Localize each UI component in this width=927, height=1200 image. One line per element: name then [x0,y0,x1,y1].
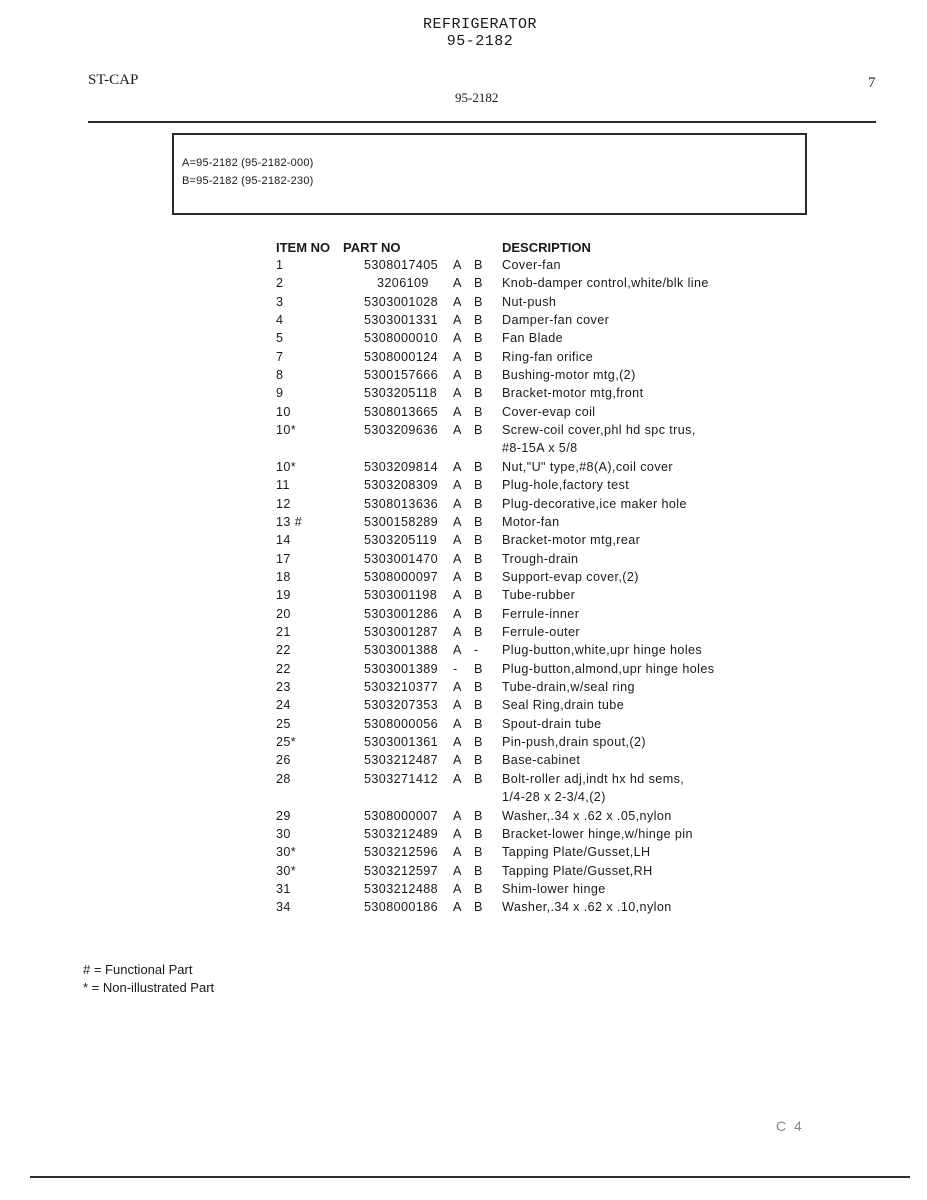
model-a-flag: A [453,496,462,511]
model-b-flag: B [474,313,483,328]
bottom-divider [30,1176,910,1178]
model-b-flag: B [474,863,483,878]
description: Nut-push [502,294,557,309]
model-a-flag: A [453,771,462,786]
item-no: 5 [276,331,284,346]
item-no: 17 [276,551,291,566]
item-no: 23 [276,680,291,695]
item-no: 4 [276,313,284,328]
model-a-flag: - [453,661,458,676]
model-b-flag: B [474,331,483,346]
model-b-flag: B [474,826,483,841]
model-b-flag: B [474,661,483,676]
part-no: 5303207353 [364,698,439,713]
description: Washer,.34 x .62 x .05,nylon [502,808,672,823]
title-line-2: 95-2182 [446,33,514,50]
part-no: 5308000186 [364,900,439,915]
model-b-flag: B [474,716,483,731]
header-part-no: PART NO [343,240,401,255]
model-b-flag: B [474,753,483,768]
part-no: 5308000124 [364,349,439,364]
description: Pin-push,drain spout,(2) [502,735,647,750]
description: Plug-hole,factory test [502,478,630,493]
model-b-flag: B [474,588,483,603]
description: Shim-lower hinge [502,881,606,896]
part-no: 5300157666 [364,368,439,383]
description: Cover-fan [502,258,561,272]
model-b-flag: B [474,551,483,566]
model-a-flag: A [453,735,462,750]
description: Tapping Plate/Gusset,LH [502,845,651,860]
part-no: 5303001287 [364,625,439,639]
description: Motor-fan [502,514,560,529]
part-no: 5308000097 [364,569,439,584]
item-no: 26 [276,753,291,768]
part-no: 5303271412 [364,771,439,786]
description: Ring-fan orifice [502,349,594,364]
model-b-flag: B [474,496,483,511]
model-b-flag: B [474,258,483,272]
model-a-flag: A [453,423,462,438]
model-a-flag: A [453,625,462,639]
note-non-illustrated-part: * = Non-illustrated Part [83,980,215,995]
model-b-flag: B [474,368,483,383]
model-b-flag: B [474,478,483,493]
part-no: 5303001389 [364,661,439,676]
description: Plug-button,almond,upr hinge holes [502,661,715,676]
model-a-flag: A [453,845,462,860]
item-no: 3 [276,294,284,309]
description: Damper-fan cover [502,313,610,328]
model-b-flag: B [474,808,483,823]
item-no: 9 [276,386,284,401]
model-a-flag: A [453,716,462,731]
header-item-no: ITEM NO [276,240,331,255]
model-a-flag: A [453,588,462,603]
model-a-flag: A [453,643,462,658]
top-divider [88,121,876,123]
part-no: 5308013665 [364,404,439,419]
item-no: 12 [276,496,291,511]
item-no: 22 [276,643,291,658]
part-no: 5308000007 [364,808,439,823]
part-no: 5303212596 [364,845,439,860]
part-no: 5303001388 [364,643,439,658]
model-a-flag: A [453,386,462,401]
part-no: 5308017405 [364,258,439,272]
description: Spout-drain tube [502,716,602,731]
item-no: 10* [276,423,297,438]
model-a-flag: A [453,368,462,383]
model-a-flag: A [453,900,462,915]
model-a-flag: A [453,258,462,272]
model-a-flag: A [453,808,462,823]
legend-line-b: B=95-2182 (95-2182-230) [182,175,314,187]
model-b-flag: B [474,533,483,548]
page-mark: C 4 [776,1118,804,1134]
description: Tube-drain,w/seal ring [502,680,635,695]
item-no: 21 [276,625,291,639]
part-no: 5303001361 [364,735,439,750]
description: Tube-rubber [502,588,576,603]
description: Ferrule-inner [502,606,580,621]
model-b-flag: B [474,294,483,309]
item-no: 8 [276,368,284,383]
part-no: 5308000056 [364,716,439,731]
description: Plug-button,white,upr hinge holes [502,643,703,658]
model-number: 95-2182 [455,90,499,105]
model-b-flag: B [474,404,483,419]
model-b-flag: B [474,423,483,438]
item-no: 10* [276,459,297,474]
model-b-flag: B [474,900,483,915]
model-a-flag: A [453,514,462,529]
item-no: 18 [276,569,291,584]
description-continued: 1/4-28 x 2-3/4,(2) [502,790,606,805]
description: Ferrule-outer [502,625,580,639]
model-legend-box [172,133,807,215]
model-b-flag: B [474,680,483,695]
model-a-flag: A [453,606,462,621]
model-a-flag: A [453,533,462,548]
description: Bracket-motor mtg,front [502,386,644,401]
description: Bolt-roller adj,indt hx hd sems, [502,771,685,786]
description: Seal Ring,drain tube [502,698,625,713]
item-no: 10 [276,404,291,419]
description: Fan Blade [502,331,564,346]
item-no: 11 [276,478,290,493]
description: Trough-drain [502,551,579,566]
header-description: DESCRIPTION [502,240,591,255]
part-no: 5308000010 [364,331,439,346]
note-functional-part: # = Functional Part [83,962,193,977]
item-no: 7 [276,349,284,364]
item-no: 30 [276,826,291,841]
item-no: 14 [276,533,291,548]
part-no: 5303001028 [364,294,439,309]
description-continued: #8-15A x 5/8 [502,441,578,456]
description: Bracket-lower hinge,w/hinge pin [502,826,693,841]
model-b-flag: B [474,514,483,529]
model-a-flag: A [453,753,462,768]
model-a-flag: A [453,826,462,841]
item-no: 30* [276,863,297,878]
description: Tapping Plate/Gusset,RH [502,863,653,878]
item-no: 24 [276,698,291,713]
item-no: 25 [276,716,291,731]
part-no: 5303212489 [364,826,439,841]
model-a-flag: A [453,404,462,419]
model-b-flag: B [474,771,483,786]
model-a-flag: A [453,881,462,896]
model-b-flag: B [474,569,483,584]
part-no: 5303001331 [364,313,439,328]
description: Cover-evap coil [502,404,596,419]
item-no: 1 [276,258,284,272]
model-a-flag: A [453,276,462,291]
model-b-flag: - [474,643,479,658]
model-a-flag: A [453,331,462,346]
document-title [0,16,927,50]
model-b-flag: B [474,349,483,364]
item-no: 28 [276,771,291,786]
title-line-1: REFRIGERATOR [422,16,538,33]
part-no: 5303209636 [364,423,439,438]
model-a-flag: A [453,680,462,695]
part-no: 5303205118 [364,386,438,401]
part-no: 5303205119 [364,533,438,548]
model-a-flag: A [453,294,462,309]
model-b-flag: B [474,386,483,401]
part-no: 5303212488 [364,881,439,896]
model-a-flag: A [453,569,462,584]
model-a-flag: A [453,349,462,364]
model-b-flag: B [474,735,483,750]
part-no: 5303209814 [364,459,439,474]
model-b-flag: B [474,276,483,291]
item-no: 13 # [276,514,303,529]
description: Screw-coil cover,phl hd spc trus, [502,423,696,438]
model-a-flag: A [453,551,462,566]
model-b-flag: B [474,845,483,860]
model-a-flag: A [453,698,462,713]
part-no: 5303001470 [364,551,439,566]
part-no: 3206109 [377,276,429,291]
model-b-flag: B [474,606,483,621]
part-no: 5303208309 [364,478,439,493]
description: Bushing-motor mtg,(2) [502,368,636,383]
page-number: 7 [868,75,876,91]
model-b-flag: B [474,625,483,639]
part-no: 5300158289 [364,514,439,529]
description: Bracket-motor mtg,rear [502,533,641,548]
description: Washer,.34 x .62 x .10,nylon [502,900,672,915]
model-a-flag: A [453,478,462,493]
part-no: 5303210377 [364,680,439,695]
description: Nut,"U" type,#8(A),coil cover [502,459,674,474]
model-b-flag: B [474,881,483,896]
item-no: 25* [276,735,297,750]
model-b-flag: B [474,698,483,713]
part-no: 5308013636 [364,496,439,511]
description: Support-evap cover,(2) [502,569,639,584]
item-no: 22 [276,661,291,676]
model-a-flag: A [453,863,462,878]
description: Plug-decorative,ice maker hole [502,496,687,511]
model-a-flag: A [453,459,462,474]
part-no: 5303001286 [364,606,439,621]
part-no: 5303212487 [364,753,439,768]
item-no: 34 [276,900,291,915]
model-a-flag: A [453,313,462,328]
item-no: 31 [276,881,291,896]
part-no: 5303001198 [364,588,438,603]
model-b-flag: B [474,459,483,474]
part-no: 5303212597 [364,863,439,878]
description: Base-cabinet [502,753,581,768]
legend-line-a: A=95-2182 (95-2182-000) [182,157,314,169]
description: Knob-damper control,white/blk line [502,276,709,291]
section-code: ST-CAP [88,72,139,88]
item-no: 20 [276,606,291,621]
item-no: 2 [276,276,284,291]
item-no: 29 [276,808,291,823]
item-no: 30* [276,845,297,860]
item-no: 19 [276,588,291,603]
